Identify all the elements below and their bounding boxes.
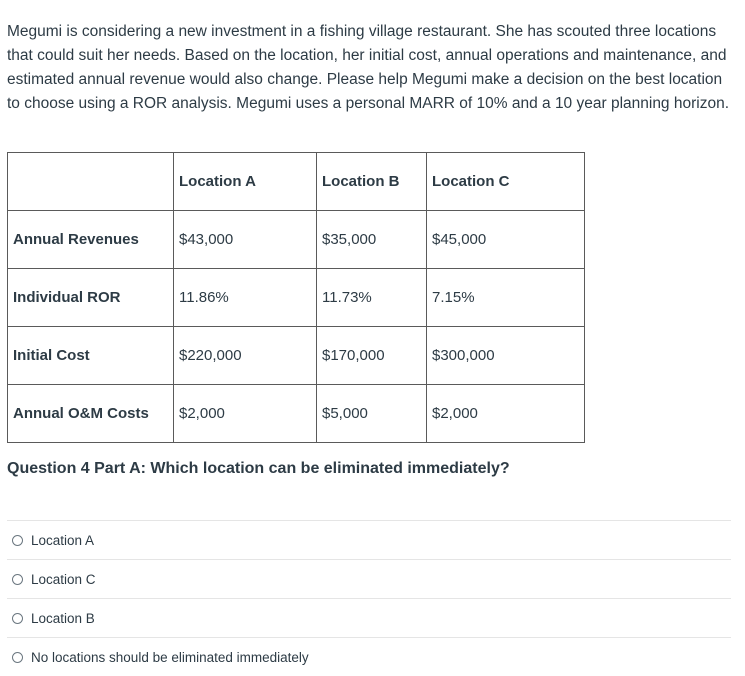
answer-options [7, 520, 731, 676]
table-row [8, 327, 585, 385]
question-intro: Megumi is considering a new investment in a fishing village restaurant. She has scouted three locations that could suit her needs. Based on the location, her initial cost, annual operations and maintenance, and estimated annual revenue would also change. Please help Megumi make a decision on the best location to choose using a ROR analysis. Megumi uses a personal MARR of 10% and a 10 year planning horizon. [7, 23, 730, 112]
table-cell: 11.86% [174, 269, 317, 327]
table-header-row [8, 153, 585, 211]
header-location-b: Location B [317, 153, 427, 211]
table-row [8, 269, 585, 327]
row-label: Initial Cost [8, 327, 174, 385]
answer-option[interactable] [7, 637, 731, 676]
table-cell: 11.73% [317, 269, 427, 327]
answer-option[interactable] [7, 520, 731, 559]
row-label: Annual Revenues [8, 211, 174, 269]
table-cell: $35,000 [317, 211, 427, 269]
answer-option[interactable] [7, 559, 731, 598]
option-label[interactable]: No locations should be eliminated immediately [31, 649, 309, 665]
radio-button[interactable] [12, 535, 23, 546]
radio-button[interactable] [12, 613, 23, 624]
table-cell: $220,000 [174, 327, 317, 385]
option-label[interactable]: Location C [31, 571, 96, 587]
table-cell: $5,000 [317, 385, 427, 443]
header-location-c: Location C [427, 153, 585, 211]
question-prompt: Question 4 Part A: Which location can be eliminated immediately? [7, 460, 510, 477]
header-location-a: Location A [174, 153, 317, 211]
table-cell: $170,000 [317, 327, 427, 385]
radio-button[interactable] [12, 574, 23, 585]
option-label[interactable]: Location A [31, 532, 95, 548]
radio-button[interactable] [12, 652, 23, 663]
table-corner-cell [8, 153, 174, 211]
answer-option[interactable] [7, 598, 731, 637]
table-row [8, 211, 585, 269]
option-label[interactable]: Location B [31, 610, 95, 626]
table-row [8, 385, 585, 443]
row-label: Individual ROR [8, 269, 174, 327]
row-label: Annual O&M Costs [8, 385, 174, 443]
table-cell: $43,000 [174, 211, 317, 269]
table-cell: $2,000 [174, 385, 317, 443]
table-cell: 7.15% [427, 269, 585, 327]
table-cell: $45,000 [427, 211, 585, 269]
table-cell: $300,000 [427, 327, 585, 385]
table-cell: $2,000 [427, 385, 585, 443]
location-table [7, 152, 585, 443]
